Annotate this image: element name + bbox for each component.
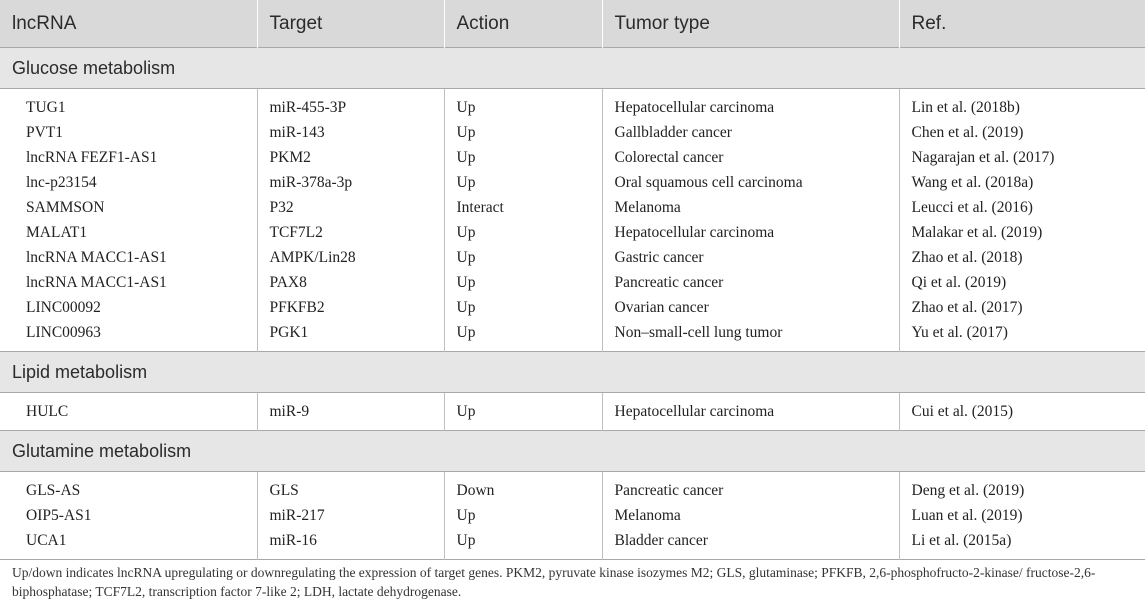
cell-action: Up [444, 270, 602, 295]
cell-action: Up [444, 120, 602, 145]
cell-target: PFKFB2 [257, 295, 444, 320]
cell-tumor-type: Hepatocellular carcinoma [602, 89, 899, 121]
cell-tumor-type: Bladder cancer [602, 528, 899, 560]
table-row [0, 270, 1145, 295]
cell-lncrna: MALAT1 [0, 220, 257, 245]
cell-action: Up [444, 393, 602, 431]
cell-ref: Chen et al. (2019) [911, 123, 1024, 141]
cell-action: Up [444, 170, 602, 195]
section-header-row [0, 352, 1145, 393]
cell-ref: Deng et al. (2019) [911, 481, 1025, 499]
cell-ref: Li et al. (2015a) [911, 531, 1012, 549]
cell-action: Up [444, 245, 602, 270]
table-row [0, 393, 1145, 431]
cell-lncrna: LINC00963 [0, 320, 257, 352]
cell-target: miR-455-3P [257, 89, 444, 121]
cell-ref: Nagarajan et al. (2017) [911, 148, 1055, 166]
cell-target: PKM2 [257, 145, 444, 170]
cell-ref: Cui et al. (2015) [911, 402, 1014, 420]
cell-target: miR-9 [257, 393, 444, 431]
cell-target: TCF7L2 [257, 220, 444, 245]
cell-tumor-type: Pancreatic cancer [602, 270, 899, 295]
section-title: Lipid metabolism [0, 352, 1145, 393]
cell-action: Up [444, 320, 602, 352]
cell-action: Up [444, 220, 602, 245]
table-row [0, 170, 1145, 195]
cell-tumor-type: Non–small-cell lung tumor [602, 320, 899, 352]
cell-lncrna: lncRNA MACC1-AS1 [0, 270, 257, 295]
section-title: Glutamine metabolism [0, 431, 1145, 472]
section-header-row [0, 431, 1145, 472]
cell-action: Down [444, 472, 602, 504]
table-row [0, 245, 1145, 270]
header-lncrna: lncRNA [0, 0, 257, 48]
cell-lncrna: LINC00092 [0, 295, 257, 320]
cell-lncrna: SAMMSON [0, 195, 257, 220]
cell-tumor-type: Ovarian cancer [602, 295, 899, 320]
cell-tumor-type: Melanoma [602, 503, 899, 528]
cell-ref: Malakar et al. (2019) [911, 223, 1043, 241]
section-title: Glucose metabolism [0, 48, 1145, 89]
table-row [0, 295, 1145, 320]
section-header-row [0, 48, 1145, 89]
cell-tumor-type: Oral squamous cell carcinoma [602, 170, 899, 195]
cell-ref: Yu et al. (2017) [911, 323, 1008, 341]
table-row [0, 320, 1145, 352]
table-row [0, 89, 1145, 121]
cell-tumor-type: Colorectal cancer [602, 145, 899, 170]
cell-action: Interact [444, 195, 602, 220]
cell-lncrna: lncRNA MACC1-AS1 [0, 245, 257, 270]
table-row [0, 145, 1145, 170]
cell-target: GLS [257, 472, 444, 504]
cell-target: P32 [257, 195, 444, 220]
cell-ref: Leucci et al. (2016) [911, 198, 1033, 216]
cell-tumor-type: Hepatocellular carcinoma [602, 393, 899, 431]
cell-ref: Zhao et al. (2017) [911, 298, 1023, 316]
cell-lncrna: OIP5-AS1 [0, 503, 257, 528]
table-body [0, 48, 1145, 560]
cell-action: Up [444, 503, 602, 528]
cell-action: Up [444, 145, 602, 170]
cell-action: Up [444, 528, 602, 560]
cell-ref: Lin et al. (2018b) [911, 98, 1020, 116]
header-target: Target [257, 0, 444, 48]
cell-tumor-type: Pancreatic cancer [602, 472, 899, 504]
cell-target: miR-143 [257, 120, 444, 145]
cell-ref: Luan et al. (2019) [911, 506, 1023, 524]
cell-lncrna: lncRNA FEZF1-AS1 [0, 145, 257, 170]
cell-target: miR-16 [257, 528, 444, 560]
cell-target: PGK1 [257, 320, 444, 352]
cell-tumor-type: Gallbladder cancer [602, 120, 899, 145]
cell-lncrna: lnc-p23154 [0, 170, 257, 195]
cell-tumor-type: Melanoma [602, 195, 899, 220]
cell-ref: Zhao et al. (2018) [911, 248, 1023, 266]
cell-action: Up [444, 89, 602, 121]
cell-lncrna: TUG1 [0, 89, 257, 121]
table-footnote: Up/down indicates lncRNA upregulating or downregulating the expression of target genes. PKM2, pyruvate kinase isozymes M2; GLS, glutaminase; PFKFB, 2,6-phosphofructo-2-kinase/ fructose-2,6-biphosphatase; TCF7L2, transcription factor 7-like 2; LDH, lactate dehydrogenase. [12, 565, 1096, 599]
cell-tumor-type: Gastric cancer [602, 245, 899, 270]
header-action: Action [444, 0, 602, 48]
cell-target: AMPK/Lin28 [257, 245, 444, 270]
cell-lncrna: UCA1 [0, 528, 257, 560]
cell-lncrna: GLS-AS [0, 472, 257, 504]
cell-ref: Qi et al. (2019) [911, 273, 1007, 291]
table-header-row [0, 0, 1145, 48]
cell-tumor-type: Hepatocellular carcinoma [602, 220, 899, 245]
table-row [0, 503, 1145, 528]
table-row [0, 220, 1145, 245]
cell-ref: Wang et al. (2018a) [911, 173, 1034, 191]
cell-target: PAX8 [257, 270, 444, 295]
table-row [0, 195, 1145, 220]
header-tumor-type: Tumor type [602, 0, 899, 48]
cell-lncrna: PVT1 [0, 120, 257, 145]
cell-lncrna: HULC [0, 393, 257, 431]
table-row [0, 528, 1145, 560]
table-row [0, 472, 1145, 504]
header-ref: Ref. [899, 0, 1145, 48]
cell-target: miR-217 [257, 503, 444, 528]
table-row [0, 120, 1145, 145]
cell-action: Up [444, 295, 602, 320]
cell-target: miR-378a-3p [257, 170, 444, 195]
